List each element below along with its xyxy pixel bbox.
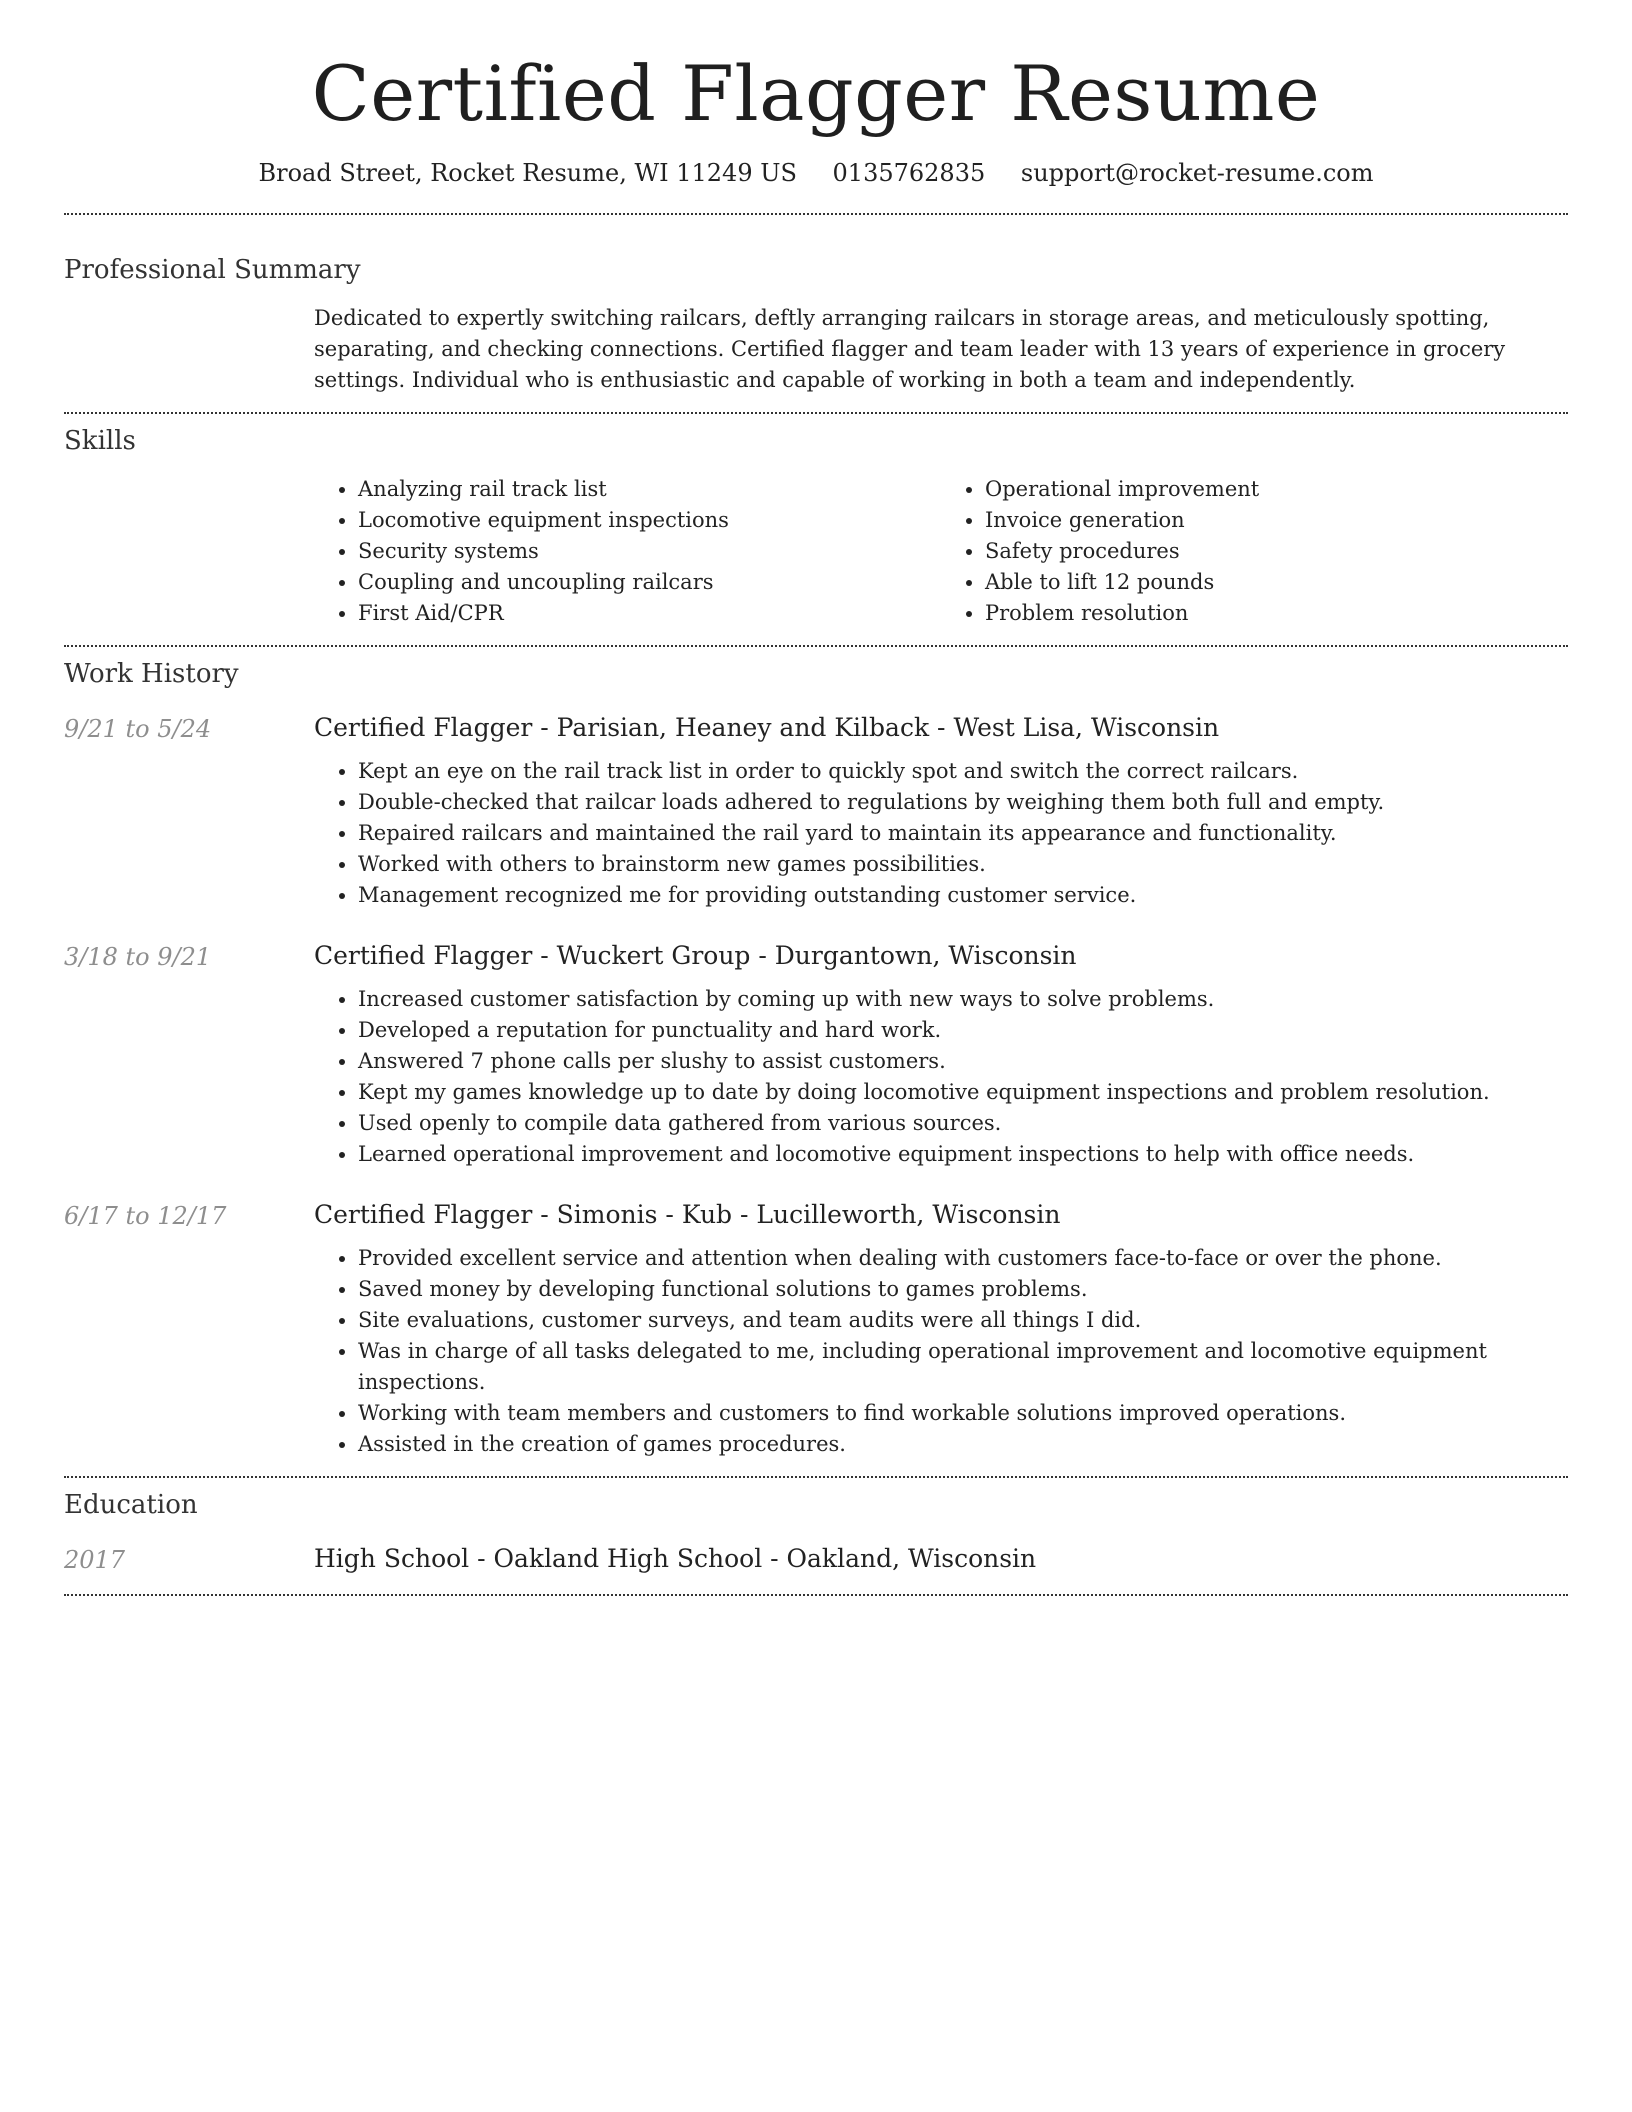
skills-list-left	[314, 474, 941, 629]
summary-body	[314, 303, 1568, 396]
job-bullet: • Learned operational improvement and locomotive equipment inspections to help with office needs.	[358, 1139, 1568, 1170]
education-year: 2017	[64, 1546, 126, 1575]
job-bullet: • Kept my games knowledge up to date by doing locomotive equipment inspections and problem resolution.	[358, 1077, 1568, 1108]
job-bullet: • Repaired railcars and maintained the rail yard to maintain its appearance and functionality.	[358, 818, 1568, 849]
divider	[64, 645, 1568, 647]
job-title: Certified Flagger - Wuckert Group - Durgantown, Wisconsin	[314, 941, 1077, 971]
section-heading-summary: Professional Summary	[64, 255, 361, 286]
divider	[64, 1476, 1568, 1478]
job-bullet: • Management recognized me for providing outstanding customer service.	[358, 880, 1568, 911]
job-bullet: • Working with team members and customers to find workable solutions improved operations.	[358, 1398, 1568, 1429]
section-heading-work: Work History	[64, 659, 239, 690]
skill-item: • Problem resolution	[985, 598, 1568, 629]
job-bullet: • Used openly to compile data gathered from various sources.	[358, 1108, 1568, 1139]
education-body	[314, 1544, 1568, 1574]
job-bullet: • Answered 7 phone calls per slushy to assist customers.	[358, 1046, 1568, 1077]
job-body	[314, 941, 1568, 1170]
job-bullet: • Site evaluations, customer surveys, and team audits were all things I did.	[358, 1305, 1568, 1336]
job-bullet: • Provided excellent service and attention when dealing with customers face-to-face or over the phone.	[358, 1243, 1568, 1274]
job-bullet: • Worked with others to brainstorm new games possibilities.	[358, 849, 1568, 880]
contact-address: Broad Street, Rocket Resume, WI 11249 US	[258, 159, 797, 188]
divider	[64, 1594, 1568, 1596]
job-bullets	[314, 1243, 1568, 1460]
job-entry	[64, 713, 1568, 911]
skill-item: • Coupling and uncoupling railcars	[358, 567, 941, 598]
job-bullet: • Was in charge of all tasks delegated to me, including operational improvement and locomotive equipment inspections.	[358, 1336, 1568, 1398]
job-body	[314, 713, 1568, 911]
summary-spacer	[64, 303, 314, 396]
job-body	[314, 1200, 1568, 1460]
summary-row	[64, 303, 1568, 396]
job-dates: 3/18 to 9/21	[64, 943, 212, 972]
skill-item: • Invoice generation	[985, 505, 1568, 536]
job-bullet: • Kept an eye on the rail track list in order to quickly spot and switch the correct railcars.	[358, 756, 1568, 787]
education-title: High School - Oakland High School - Oakland, Wisconsin	[314, 1544, 1037, 1574]
job-entry	[64, 941, 1568, 1170]
contact-phone: 0135762835	[832, 159, 986, 188]
contact-email: support@rocket-resume.com	[1020, 159, 1374, 188]
skills-spacer	[64, 474, 314, 629]
job-dates: 6/17 to 12/17	[64, 1202, 227, 1231]
summary-text: Dedicated to expertly switching railcars, deftly arranging railcars in storage areas, and meticulously spotting, separating, and checking connections. Certified flagger and team leader with 13 years of experience in grocery settings. Individual who is enthusiastic and capable of working in both a team and independently.	[314, 306, 1506, 393]
skill-item: • Locomotive equipment inspections	[358, 505, 941, 536]
divider	[64, 412, 1568, 414]
skill-item: • Security systems	[358, 536, 941, 567]
skill-item: • Analyzing rail track list	[358, 474, 941, 505]
skills-list-right	[941, 474, 1568, 629]
education-entry	[64, 1544, 1568, 1574]
job-bullet: • Developed a reputation for punctuality and hard work.	[358, 1015, 1568, 1046]
job-title: Certified Flagger - Simonis - Kub - Lucilleworth, Wisconsin	[314, 1200, 1061, 1230]
divider	[64, 213, 1568, 215]
job-bullet: • Increased customer satisfaction by coming up with new ways to solve problems.	[358, 984, 1568, 1015]
skill-item: • Able to lift 12 pounds	[985, 567, 1568, 598]
skill-item: • Operational improvement	[985, 474, 1568, 505]
section-heading-education: Education	[64, 1490, 198, 1521]
job-bullet: • Assisted in the creation of games procedures.	[358, 1429, 1568, 1460]
job-bullet: • Double-checked that railcar loads adhered to regulations by weighing them both full and empty.	[358, 787, 1568, 818]
skill-item: • First Aid/CPR	[358, 598, 941, 629]
job-bullet: • Saved money by developing functional solutions to games problems.	[358, 1274, 1568, 1305]
job-bullets	[314, 984, 1568, 1170]
section-heading-skills: Skills	[64, 426, 136, 457]
job-entry	[64, 1200, 1568, 1460]
skills-row	[64, 474, 1568, 629]
job-title: Certified Flagger - Parisian, Heaney and Kilback - West Lisa, Wisconsin	[314, 713, 1220, 743]
skills-grid	[314, 474, 1568, 629]
contact-line	[64, 159, 1568, 187]
job-bullets	[314, 756, 1568, 911]
job-dates: 9/21 to 5/24	[64, 715, 212, 744]
resume-title: Certified Flagger Resume	[311, 49, 1321, 138]
skill-item: • Safety procedures	[985, 536, 1568, 567]
